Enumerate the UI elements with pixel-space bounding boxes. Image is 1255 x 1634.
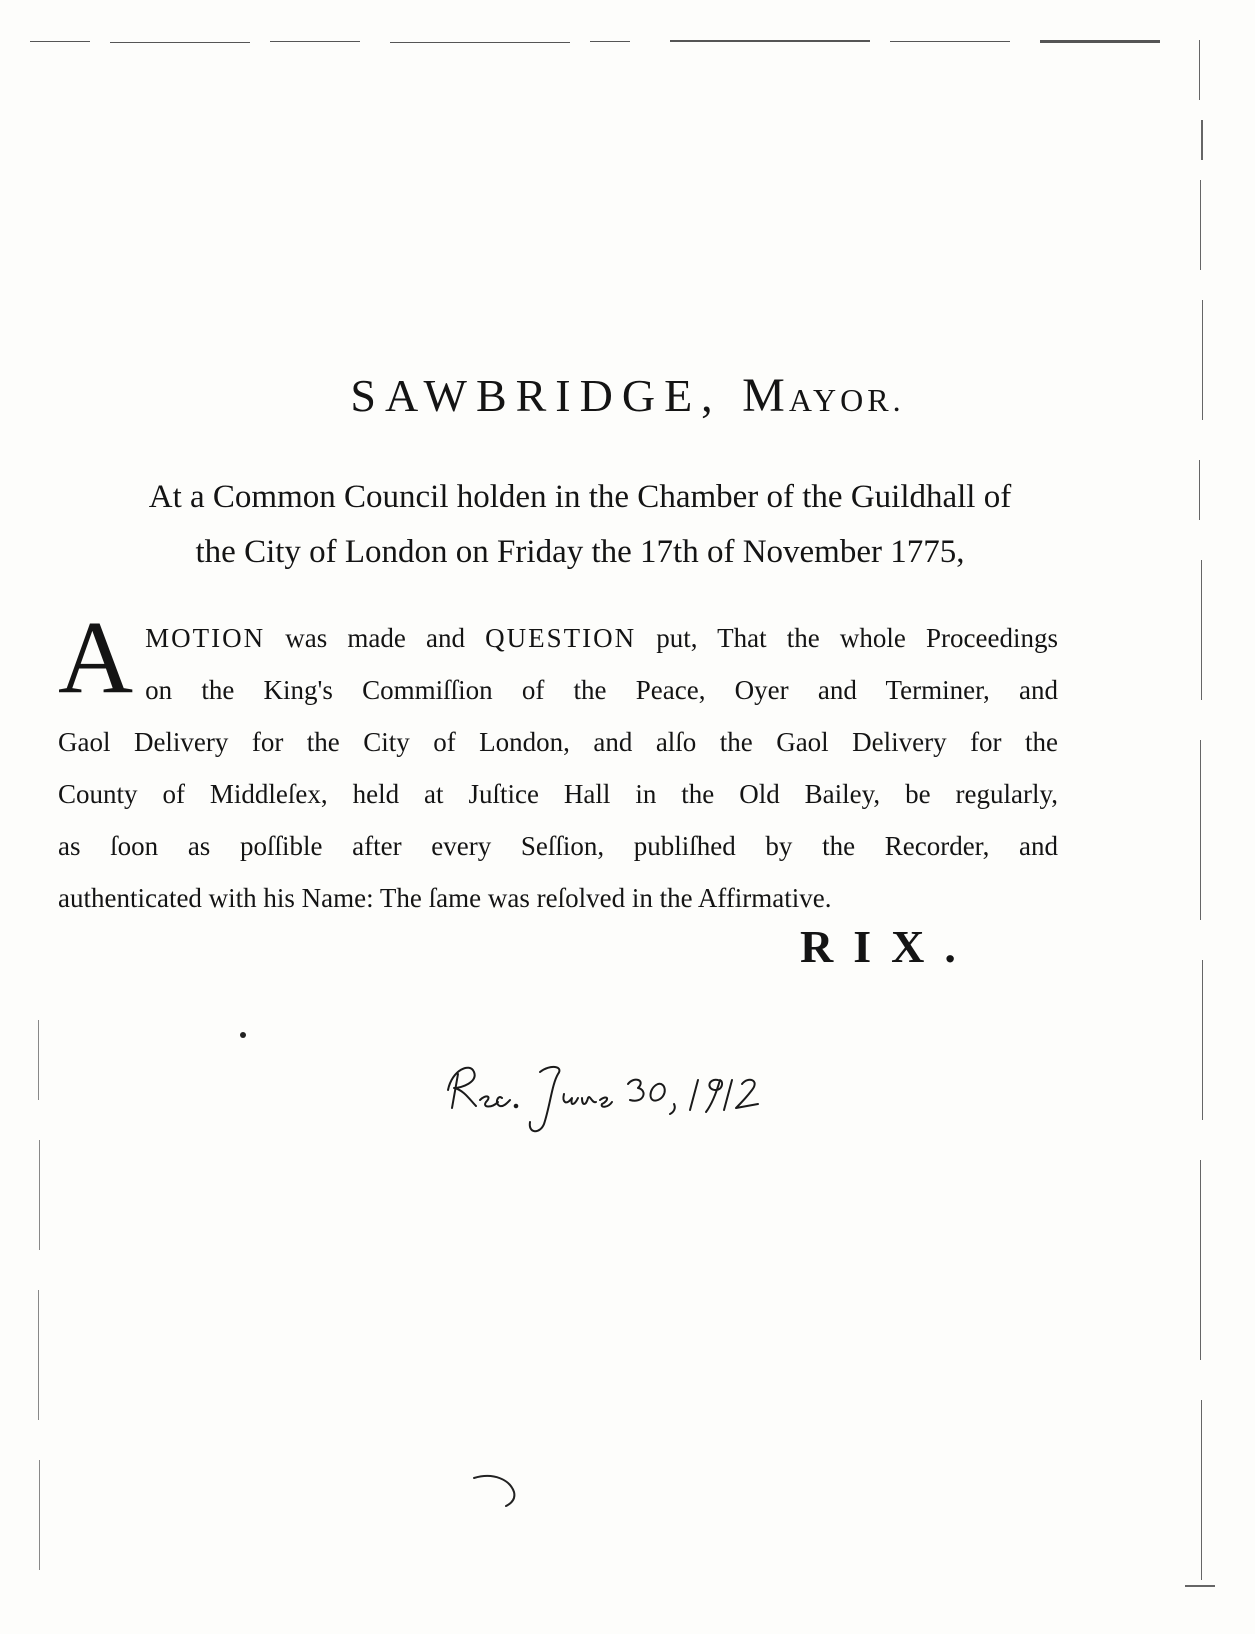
handwritten-received-note [440, 1050, 780, 1140]
drop-cap: A [58, 600, 134, 715]
scan-artifact-top [30, 38, 1210, 46]
subheading-line-2: the City of London on Friday the 17th of November 1775, [195, 534, 965, 570]
mayor-name: SAWBRIDGE, [350, 370, 722, 421]
scan-artifact-left [30, 1020, 50, 1580]
document-heading [0, 368, 1255, 423]
council-subheading [40, 470, 1120, 580]
motion-line: authenticated with his Name: The ſame was reſolved in the Affirmative. [58, 883, 832, 913]
ink-dot [240, 1032, 246, 1038]
clerk-signoff: RIX. [800, 921, 976, 972]
motion-line: Gaol Delivery for the City of London, and alſo the Gaol Delivery for the [58, 727, 1058, 757]
subheading-line-1: At a Common Council holden in the Chamber of the Guildhall of [148, 479, 1012, 515]
mayor-title: MAYOR. [742, 369, 905, 422]
motion-line: County of Middleſex, held at Juſtice Hall in the Old Bailey, be regularly, [58, 779, 1058, 809]
motion-line: on the King's Commiſſion of the Peace, Oyer and Terminer, and [145, 675, 1058, 705]
stray-ink-mark [470, 1470, 530, 1510]
motion-line: MOTION was made and QUESTION put, That the whole Proceedings [145, 623, 1058, 653]
motion-line: as ſoon as poſſible after every Seſſion, publiſhed by the Recorder, and [58, 831, 1058, 861]
scan-artifact-right [1185, 40, 1215, 1600]
motion-paragraph [58, 600, 1058, 924]
